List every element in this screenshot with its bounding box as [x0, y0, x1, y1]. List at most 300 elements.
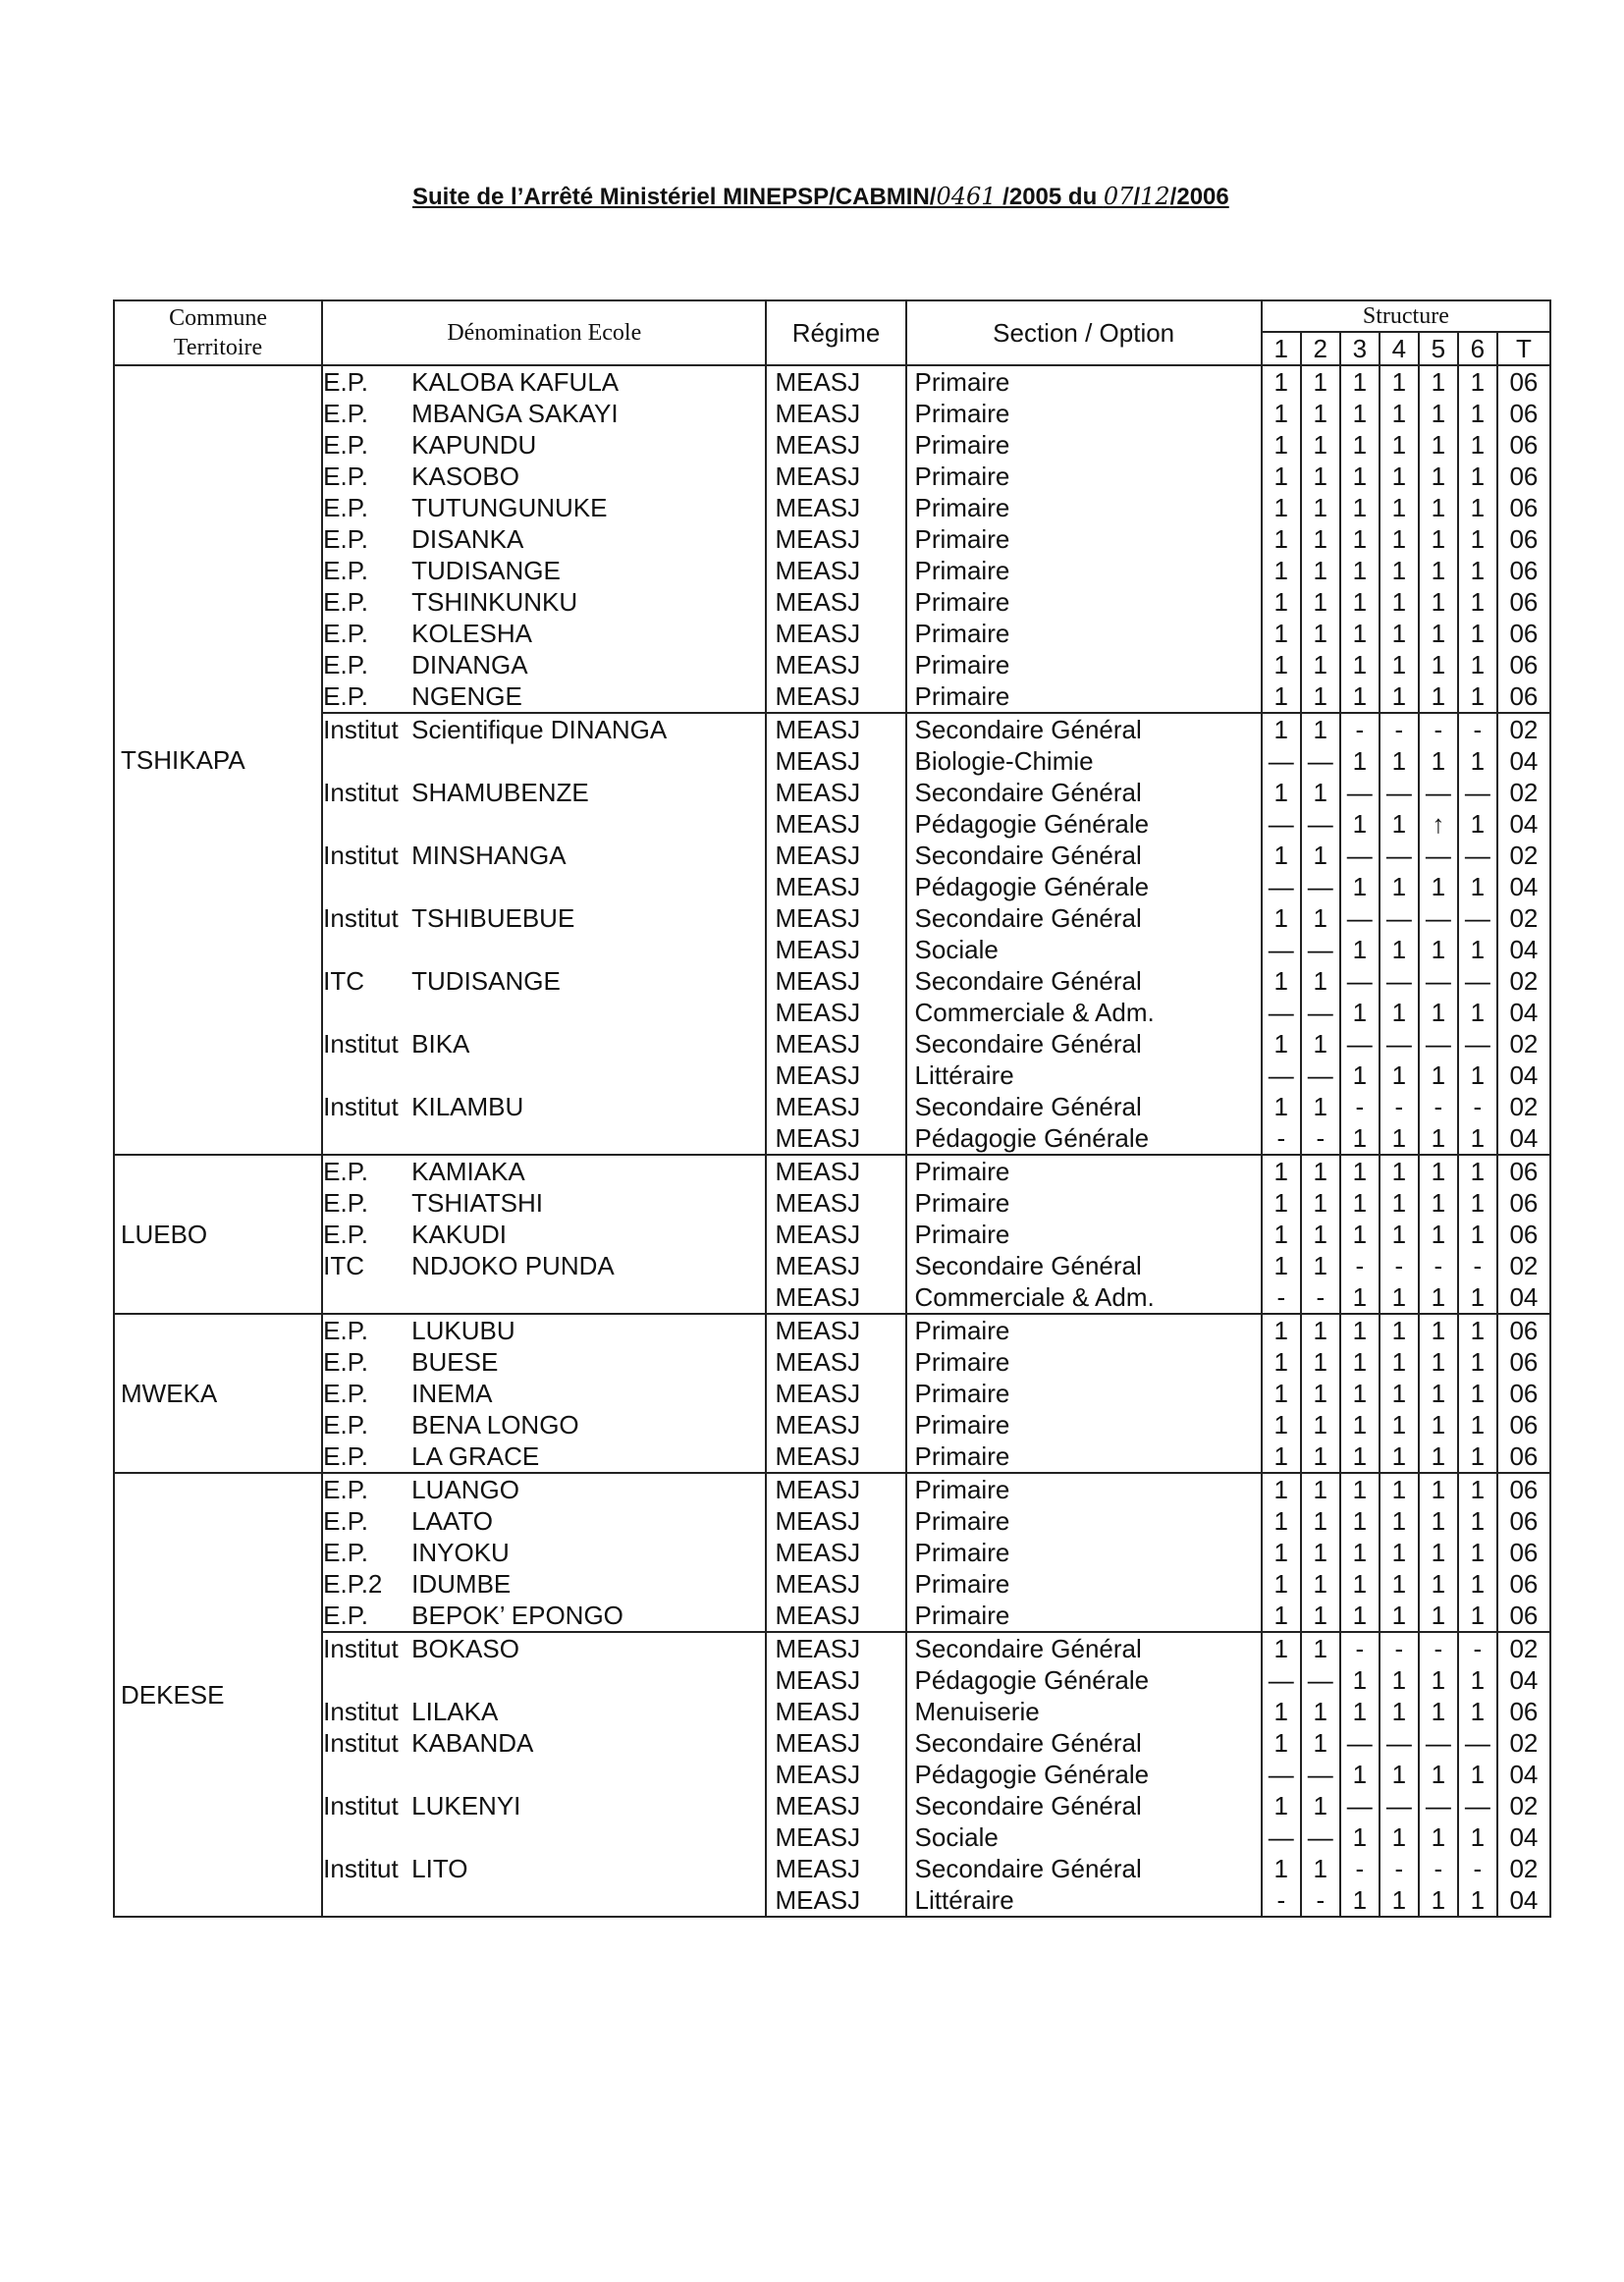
- structure-value: -: [1355, 715, 1365, 744]
- section-value: Primaire: [914, 1379, 1010, 1408]
- col-header-commune: [114, 300, 322, 365]
- s5-cell: [1419, 1632, 1458, 1917]
- structure-value: 04: [1509, 1665, 1539, 1695]
- structure-value: 06: [1509, 524, 1539, 554]
- school-label: LITO: [411, 1854, 468, 1883]
- school-label: DINANGA: [411, 650, 528, 679]
- structure-value: 04: [1509, 1282, 1539, 1312]
- structure-value: 1: [1391, 1347, 1407, 1377]
- structure-value: 1: [1273, 556, 1288, 585]
- s1-cell: [1262, 1632, 1301, 1917]
- school-name: [323, 1440, 765, 1472]
- structure-value: 1: [1313, 1347, 1328, 1377]
- regime-value: MEASJ: [775, 1822, 861, 1852]
- structure-value: 1: [1273, 1441, 1288, 1471]
- structure-value: 1: [1352, 1506, 1368, 1536]
- school-name: [323, 523, 765, 555]
- structure-value: —: [1268, 1060, 1294, 1090]
- structure-value: —: [1307, 1060, 1333, 1090]
- structure-value: 1: [1470, 1347, 1486, 1377]
- structure-value: -: [1355, 1634, 1365, 1663]
- structure-value: 1: [1352, 1475, 1368, 1504]
- structure-value: -: [1355, 1251, 1365, 1280]
- section-value: Primaire: [914, 1188, 1010, 1218]
- school-label: NDJOKO PUNDA: [411, 1251, 615, 1280]
- structure-value: 1: [1273, 1569, 1288, 1599]
- section-value: Secondaire Général: [914, 841, 1142, 870]
- structure-value: 1: [1352, 1123, 1368, 1153]
- section-value: Secondaire Général: [914, 1791, 1142, 1820]
- structure-value: 1: [1352, 681, 1368, 711]
- structure-value: -: [1473, 1251, 1483, 1280]
- structure-value: 1: [1431, 1885, 1446, 1915]
- section-value: Commerciale & Adm.: [914, 998, 1155, 1027]
- structure-value: —: [1464, 1029, 1490, 1059]
- regime-value: MEASJ: [775, 1347, 861, 1377]
- structure-value: 1: [1273, 1475, 1288, 1504]
- structure-value: 06: [1509, 1538, 1539, 1567]
- structure-value: —: [1307, 746, 1333, 776]
- school-label: TSHINKUNKU: [411, 587, 578, 617]
- structure-value: 1: [1470, 1506, 1486, 1536]
- school-label: INYOKU: [411, 1538, 510, 1567]
- school-label: BENA LONGO: [411, 1410, 579, 1440]
- table-row: [114, 365, 1550, 713]
- structure-value: 1: [1352, 1441, 1368, 1471]
- s3-cell: [1340, 1473, 1380, 1632]
- section-value: Pédagogie Générale: [914, 1760, 1150, 1789]
- section-value: Secondaire Général: [914, 966, 1142, 996]
- school-prefix: ITC: [323, 966, 365, 996]
- regime-value: MEASJ: [775, 1282, 861, 1312]
- structure-value: 1: [1313, 1506, 1328, 1536]
- structure-value: 1: [1431, 650, 1446, 679]
- school-name: [323, 1633, 765, 1664]
- commune-name: TSHIKAPA: [114, 365, 322, 1155]
- structure-value: 1: [1431, 935, 1446, 964]
- structure-value: 1: [1431, 1506, 1446, 1536]
- school-name: [323, 366, 765, 398]
- structure-value: 1: [1313, 1854, 1328, 1883]
- structure-value: 1: [1352, 430, 1368, 460]
- structure-value: 1: [1431, 1569, 1446, 1599]
- structure-value: 1: [1431, 1475, 1446, 1504]
- structure-value: 1: [1470, 1188, 1486, 1218]
- school-name: [323, 492, 765, 523]
- structure-value: —: [1464, 778, 1490, 807]
- structure-value: 1: [1391, 1885, 1407, 1915]
- structure-value: 1: [1273, 715, 1288, 744]
- section-value: Primaire: [914, 619, 1010, 648]
- school-prefix: Institut: [323, 1092, 399, 1121]
- structure-value: 1: [1352, 1379, 1368, 1408]
- document-header: [412, 183, 1424, 211]
- section-value: Primaire: [914, 430, 1010, 460]
- structure-value: 1: [1313, 1791, 1328, 1820]
- structure-value: 1: [1431, 462, 1446, 491]
- regime-value: MEASJ: [775, 1157, 861, 1186]
- structure-value: —: [1425, 1029, 1451, 1059]
- structure-value: —: [1385, 903, 1412, 933]
- structure-value: 06: [1509, 587, 1539, 617]
- structure-value: —: [1464, 1728, 1490, 1758]
- s6-cell: [1458, 1314, 1497, 1473]
- school-name: [323, 714, 765, 745]
- structure-value: 1: [1273, 966, 1288, 996]
- structure-value: 06: [1509, 681, 1539, 711]
- structure-value: 02: [1509, 1251, 1539, 1280]
- structure-value: 1: [1313, 493, 1328, 522]
- structure-value: 1: [1391, 681, 1407, 711]
- commune-name: DEKESE: [114, 1473, 322, 1917]
- structure-value: 1: [1470, 1601, 1486, 1630]
- structure-value: 04: [1509, 872, 1539, 901]
- s4-cell: [1380, 1473, 1419, 1632]
- structure-value: —: [1268, 872, 1294, 901]
- regime-value: MEASJ: [775, 998, 861, 1027]
- regime-value: MEASJ: [775, 1854, 861, 1883]
- school-label: NGENGE: [411, 681, 522, 711]
- structure-value: 1: [1470, 587, 1486, 617]
- school-prefix: E.P.: [323, 462, 368, 491]
- structure-value: 1: [1352, 1822, 1368, 1852]
- section-value: Primaire: [914, 1506, 1010, 1536]
- structure-value: 1: [1273, 430, 1288, 460]
- structure-value: —: [1346, 778, 1373, 807]
- regime-cell: [766, 713, 905, 1155]
- structure-value: 1: [1352, 619, 1368, 648]
- section-value: Primaire: [914, 1475, 1010, 1504]
- school-name: [323, 808, 765, 840]
- section-value: Primaire: [914, 399, 1010, 428]
- structure-value: 1: [1431, 1188, 1446, 1218]
- structure-value: —: [1268, 746, 1294, 776]
- col-header-s3: 3: [1340, 332, 1380, 365]
- col-header-regime: Régime: [766, 300, 905, 365]
- denomination-cell: [322, 365, 766, 713]
- section-value: Primaire: [914, 1220, 1010, 1249]
- structure-value: —: [1425, 778, 1451, 807]
- structure-value: -: [1473, 715, 1483, 744]
- school-label: BEPOK’ EPONGO: [411, 1601, 623, 1630]
- structure-value: 06: [1509, 1379, 1539, 1408]
- school-prefix: Institut: [323, 1697, 399, 1726]
- regime-value: MEASJ: [775, 746, 861, 776]
- school-prefix: E.P.: [323, 367, 368, 397]
- structure-value: 1: [1273, 681, 1288, 711]
- school-name: [323, 429, 765, 461]
- structure-value: 1: [1273, 1634, 1288, 1663]
- structure-value: -: [1316, 1282, 1326, 1312]
- structure-value: 1: [1313, 1410, 1328, 1440]
- structure-value: 1: [1313, 1251, 1328, 1280]
- structure-value: 1: [1273, 462, 1288, 491]
- school-name: [323, 1505, 765, 1537]
- school-name: [323, 997, 765, 1028]
- structure-value: 1: [1470, 619, 1486, 648]
- structure-value: 1: [1391, 1410, 1407, 1440]
- structure-value: —: [1307, 935, 1333, 964]
- structure-value: 1: [1313, 1697, 1328, 1726]
- denomination-cell: [322, 1632, 766, 1917]
- school-prefix: E.P.: [323, 1506, 368, 1536]
- structure-value: 1: [1470, 1316, 1486, 1345]
- school-name: [323, 1759, 765, 1790]
- structure-value: 1: [1431, 1441, 1446, 1471]
- structure-value: 06: [1509, 1188, 1539, 1218]
- structure-value: 1: [1391, 493, 1407, 522]
- s5-cell: [1419, 1314, 1458, 1473]
- structure-value: —: [1307, 1760, 1333, 1789]
- structure-value: 1: [1391, 1538, 1407, 1567]
- regime-value: MEASJ: [775, 1760, 861, 1789]
- table-row: [114, 1314, 1550, 1473]
- structure-value: —: [1346, 966, 1373, 996]
- regime-value: MEASJ: [775, 1665, 861, 1695]
- col-header-s6: 6: [1458, 332, 1497, 365]
- school-name: [323, 1696, 765, 1727]
- school-name: [323, 934, 765, 965]
- structure-value: 1: [1313, 524, 1328, 554]
- structure-value: 1: [1431, 1665, 1446, 1695]
- structure-value: -: [1394, 1251, 1404, 1280]
- structure-value: 1: [1273, 1697, 1288, 1726]
- structure-value: 1: [1352, 1538, 1368, 1567]
- section-value: Secondaire Général: [914, 778, 1142, 807]
- structure-value: 1: [1352, 1220, 1368, 1249]
- section-value: Littéraire: [914, 1885, 1014, 1915]
- regime-value: MEASJ: [775, 809, 861, 839]
- structure-value: 06: [1509, 367, 1539, 397]
- structure-value: 1: [1352, 462, 1368, 491]
- structure-value: 1: [1352, 1282, 1368, 1312]
- structure-value: 1: [1391, 430, 1407, 460]
- structure-value: 1: [1352, 1885, 1368, 1915]
- school-prefix: E.P.: [323, 1601, 368, 1630]
- structure-value: 1: [1273, 1316, 1288, 1345]
- structure-value: 06: [1509, 1220, 1539, 1249]
- structure-value: -: [1394, 1634, 1404, 1663]
- structure-value: 1: [1273, 778, 1288, 807]
- structure-value: 1: [1391, 809, 1407, 839]
- structure-value: 1: [1470, 493, 1486, 522]
- school-prefix: Institut: [323, 778, 399, 807]
- section-value: Pédagogie Générale: [914, 1123, 1150, 1153]
- regime-value: MEASJ: [775, 493, 861, 522]
- structure-value: 06: [1509, 1316, 1539, 1345]
- structure-value: 1: [1391, 935, 1407, 964]
- structure-value: 04: [1509, 1123, 1539, 1153]
- regime-value: MEASJ: [775, 1538, 861, 1567]
- section-value: Primaire: [914, 1601, 1010, 1630]
- structure-value: —: [1425, 1791, 1451, 1820]
- total-cell: [1497, 713, 1550, 1155]
- structure-value: 1: [1391, 462, 1407, 491]
- section-value: Pédagogie Générale: [914, 872, 1150, 901]
- structure-value: 06: [1509, 430, 1539, 460]
- structure-value: 1: [1313, 1188, 1328, 1218]
- school-name: [323, 618, 765, 649]
- school-name: [323, 1187, 765, 1219]
- structure-value: 1: [1470, 462, 1486, 491]
- s6-cell: [1458, 365, 1497, 713]
- structure-value: 1: [1352, 1188, 1368, 1218]
- structure-value: 1: [1470, 524, 1486, 554]
- structure-value: —: [1307, 872, 1333, 901]
- structure-value: 1: [1470, 1697, 1486, 1726]
- structure-value: 1: [1431, 619, 1446, 648]
- structure-value: 1: [1273, 1092, 1288, 1121]
- regime-value: MEASJ: [775, 650, 861, 679]
- structure-value: 1: [1352, 1697, 1368, 1726]
- school-label: TSHIBUEBUE: [411, 903, 575, 933]
- structure-value: 1: [1313, 1475, 1328, 1504]
- structure-value: 1: [1470, 681, 1486, 711]
- structure-value: 1: [1431, 367, 1446, 397]
- structure-value: 1: [1431, 681, 1446, 711]
- s5-cell: [1419, 1473, 1458, 1632]
- structure-value: —: [1464, 903, 1490, 933]
- s2-cell: [1301, 713, 1340, 1155]
- regime-value: MEASJ: [775, 1475, 861, 1504]
- section-value: Secondaire Général: [914, 1854, 1142, 1883]
- structure-value: 1: [1431, 746, 1446, 776]
- structure-value: -: [1316, 1123, 1326, 1153]
- structure-value: -: [1434, 1634, 1443, 1663]
- structure-value: 1: [1470, 1665, 1486, 1695]
- regime-value: MEASJ: [775, 1697, 861, 1726]
- section-value: Secondaire Général: [914, 1029, 1142, 1059]
- structure-value: 1: [1313, 1316, 1328, 1345]
- structure-value: 1: [1470, 746, 1486, 776]
- school-label: MBANGA SAKAYI: [411, 399, 619, 428]
- school-prefix: E.P.: [323, 619, 368, 648]
- structure-value: 1: [1391, 587, 1407, 617]
- regime-cell: [766, 1155, 905, 1314]
- structure-value: 1: [1313, 1157, 1328, 1186]
- structure-value: -: [1276, 1282, 1286, 1312]
- school-name: [323, 1600, 765, 1631]
- structure-value: 1: [1470, 650, 1486, 679]
- school-name: [323, 1664, 765, 1696]
- school-prefix: E.P.: [323, 1441, 368, 1471]
- structure-value: 1: [1273, 1854, 1288, 1883]
- school-label: MINSHANGA: [411, 841, 567, 870]
- structure-value: 1: [1431, 1123, 1446, 1153]
- structure-value: 02: [1509, 1092, 1539, 1121]
- school-label: KAPUNDU: [411, 430, 537, 460]
- structure-value: 1: [1470, 935, 1486, 964]
- structure-value: —: [1268, 1665, 1294, 1695]
- school-prefix: E.P.: [323, 1347, 368, 1377]
- school-label: LUANGO: [411, 1475, 519, 1504]
- structure-value: 1: [1273, 650, 1288, 679]
- school-name: [323, 1409, 765, 1440]
- structure-value: 1: [1470, 872, 1486, 901]
- regime-value: MEASJ: [775, 903, 861, 933]
- s2-cell: [1301, 1632, 1340, 1917]
- s1-cell: [1262, 365, 1301, 713]
- s6-cell: [1458, 1155, 1497, 1314]
- regime-value: MEASJ: [775, 681, 861, 711]
- school-prefix: E.P.: [323, 1157, 368, 1186]
- school-name: [323, 1091, 765, 1122]
- structure-value: 1: [1431, 1410, 1446, 1440]
- structure-value: 02: [1509, 1029, 1539, 1059]
- s4-cell: [1380, 1632, 1419, 1917]
- regime-value: MEASJ: [775, 715, 861, 744]
- structure-value: 04: [1509, 746, 1539, 776]
- structure-value: 1: [1470, 430, 1486, 460]
- structure-value: 02: [1509, 778, 1539, 807]
- structure-value: 1: [1313, 1029, 1328, 1059]
- school-name: [323, 461, 765, 492]
- regime-value: MEASJ: [775, 1060, 861, 1090]
- school-name: [323, 1884, 765, 1916]
- section-value: Sociale: [914, 1822, 999, 1852]
- header-month: 12: [1140, 183, 1170, 210]
- school-name: [323, 1281, 765, 1313]
- structure-value: 1: [1273, 524, 1288, 554]
- structure-value: 1: [1391, 619, 1407, 648]
- school-label: KALOBA KAFULA: [411, 367, 620, 397]
- school-label: TUDISANGE: [411, 966, 561, 996]
- structure-value: 06: [1509, 1569, 1539, 1599]
- structure-value: 1: [1273, 1379, 1288, 1408]
- structure-value: 1: [1273, 1506, 1288, 1536]
- col-header-section: Section / Option: [906, 300, 1262, 365]
- section-value: Menuiserie: [914, 1697, 1040, 1726]
- regime-value: MEASJ: [775, 1316, 861, 1345]
- regime-value: MEASJ: [775, 430, 861, 460]
- structure-value: 1: [1313, 399, 1328, 428]
- structure-value: -: [1434, 1251, 1443, 1280]
- structure-value: 1: [1391, 1506, 1407, 1536]
- regime-value: MEASJ: [775, 1188, 861, 1218]
- section-value: Sociale: [914, 935, 999, 964]
- structure-value: -: [1473, 1634, 1483, 1663]
- school-label: DISANKA: [411, 524, 524, 554]
- school-prefix: E.P.: [323, 1379, 368, 1408]
- regime-value: MEASJ: [775, 778, 861, 807]
- structure-value: —: [1346, 841, 1373, 870]
- school-name: [323, 555, 765, 586]
- regime-value: MEASJ: [775, 619, 861, 648]
- school-prefix: E.P.: [323, 587, 368, 617]
- structure-value: 1: [1273, 367, 1288, 397]
- regime-value: MEASJ: [775, 1379, 861, 1408]
- school-name: [323, 1853, 765, 1884]
- structure-value: 1: [1431, 872, 1446, 901]
- school-prefix: E.P.: [323, 650, 368, 679]
- s5-cell: [1419, 1155, 1458, 1314]
- structure-value: 06: [1509, 650, 1539, 679]
- regime-value: MEASJ: [775, 966, 861, 996]
- school-prefix: E.P.: [323, 493, 368, 522]
- structure-value: 02: [1509, 1854, 1539, 1883]
- structure-value: 1: [1313, 619, 1328, 648]
- total-cell: [1497, 1473, 1550, 1632]
- structure-value: 1: [1470, 1157, 1486, 1186]
- school-label: KASOBO: [411, 462, 519, 491]
- structure-value: 1: [1352, 493, 1368, 522]
- structure-value: 1: [1470, 1822, 1486, 1852]
- structure-value: —: [1464, 966, 1490, 996]
- s3-cell: [1340, 1632, 1380, 1917]
- structure-value: 1: [1391, 1441, 1407, 1471]
- section-value: Primaire: [914, 1316, 1010, 1345]
- col-header-s4: 4: [1380, 332, 1419, 365]
